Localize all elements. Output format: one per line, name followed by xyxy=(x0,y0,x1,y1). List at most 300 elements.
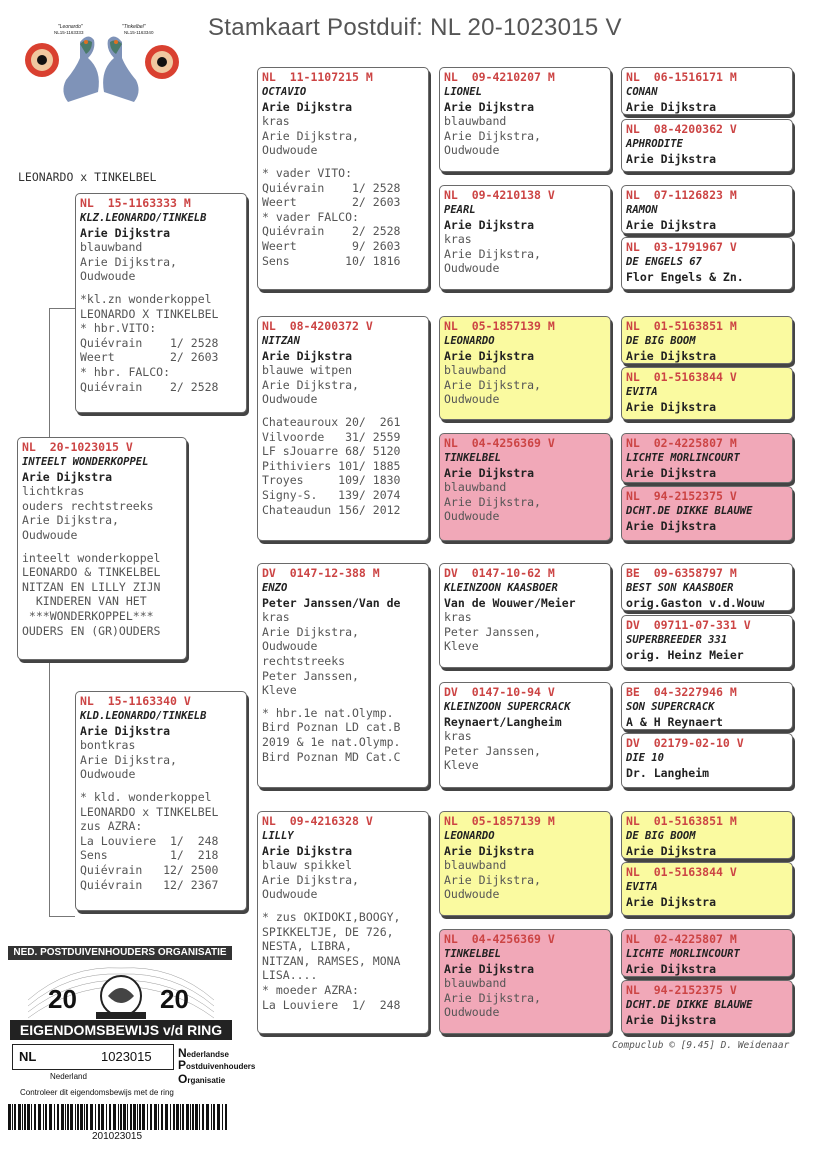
pigeon-detail: * kld. wonderkoppel xyxy=(80,789,212,804)
ring-number: NL 09-4210138 V xyxy=(444,188,555,202)
pigeon-detail: * vader FALCO: xyxy=(262,209,359,224)
ring-number: NL 04-4256369 V xyxy=(444,436,555,450)
barcode-bar xyxy=(12,1104,13,1130)
pigeon-detail: LEONARDO & TINKELBEL xyxy=(22,565,161,580)
spacer xyxy=(262,407,424,415)
spacer xyxy=(262,158,424,166)
pigeon-detail: Arie Dijkstra, xyxy=(444,128,541,143)
pigeon-detail: inteelt wonderkoppel xyxy=(22,550,161,565)
pigeon-detail: Oudwoude xyxy=(22,527,78,542)
barcode-text: 201023015 xyxy=(92,1131,143,1142)
pigeon-detail: blauwband xyxy=(444,976,507,991)
barcode-bar xyxy=(84,1104,85,1130)
pigeon-owner: Arie Dijkstra xyxy=(444,99,535,114)
barcode-bar xyxy=(54,1104,55,1130)
pigeon-name: TINKELBEL xyxy=(444,452,501,464)
barcode-bar xyxy=(14,1104,16,1130)
barcode-bar xyxy=(186,1104,189,1130)
right-eye-icon xyxy=(145,45,179,79)
barcode-bar xyxy=(139,1104,141,1130)
barcode-bar xyxy=(65,1104,66,1130)
barcode-bar xyxy=(113,1104,116,1130)
pigeon-card-ffm[interactable] xyxy=(439,185,611,290)
pigeon-detail: Troyes 109/ 1830 xyxy=(262,473,401,488)
pigeon-detail: Weert 9/ 2603 xyxy=(262,238,401,253)
pigeon-card-mmm[interactable] xyxy=(439,929,611,1034)
pigeon-name: BEST SON KAASBOER xyxy=(626,582,734,594)
ring-number: NL 03-1791967 V xyxy=(626,240,737,254)
pigeon-owner: Arie Dijkstra xyxy=(626,348,717,363)
pigeon-name: KLEINZOON KAASBOER xyxy=(444,582,558,594)
spacer xyxy=(22,543,182,551)
ring-number: NL 02-4225807 M xyxy=(626,932,737,946)
pigeon-card-fm[interactable] xyxy=(257,316,429,541)
pigeon-detail: Quiévrain 2/ 2528 xyxy=(262,224,401,239)
pigeon-detail: Oudwoude xyxy=(262,887,318,902)
pigeon-detail: blauwband xyxy=(444,480,507,495)
pigeon-detail: blauwband xyxy=(444,363,507,378)
cert-note: Controleer dit eigendomsbewijs met de ring xyxy=(20,1088,174,1097)
pigeon-card-g11[interactable] xyxy=(621,682,793,730)
ring-number: DV 09711-07-331 V xyxy=(626,618,751,632)
pigeon-detail: Peter Janssen, xyxy=(262,668,359,683)
pigeon-owner: A & H Reynaert xyxy=(626,714,723,729)
barcode-bar xyxy=(211,1104,212,1130)
pigeon-name: OCTAVIO xyxy=(262,86,307,98)
barcode-bar xyxy=(182,1104,184,1130)
pigeon-detail: * moeder AZRA: xyxy=(262,982,359,997)
pigeon-owner: Arie Dijkstra xyxy=(626,217,717,232)
barcode-bar xyxy=(120,1104,122,1130)
pigeon-card-mfm[interactable] xyxy=(439,682,611,788)
pigeon-detail: Signy-S. 139/ 2074 xyxy=(262,487,401,502)
pigeon-detail: rechtstreeks xyxy=(262,653,346,668)
pigeon-detail: LF sJouarre 68/ 5120 xyxy=(262,444,401,459)
barcode-bar xyxy=(213,1104,215,1130)
pigeon-card-g10[interactable] xyxy=(621,615,793,668)
pigeon-detail: Oudwoude xyxy=(262,143,318,158)
pigeon-owner: Reynaert/Langheim xyxy=(444,714,562,729)
spacer xyxy=(262,698,424,706)
pigeon-name: KLEINZOON SUPERCRACK xyxy=(444,701,571,713)
page-title: Stamkaart Postduif: NL 20-1023015 V xyxy=(208,14,622,41)
pigeon-card-g2[interactable] xyxy=(621,119,793,172)
pigeon-name: LICHTE MORLINCOURT xyxy=(626,452,740,464)
pigeon-detail: Arie Dijkstra, xyxy=(262,377,359,392)
pigeon-detail: * zus OKIDOKI,BOOGY, xyxy=(262,909,401,924)
pigeon-owner: Arie Dijkstra xyxy=(626,961,717,976)
barcode-bar xyxy=(8,1104,11,1130)
pigeon-owner: Arie Dijkstra xyxy=(262,99,353,114)
barcode-bar xyxy=(142,1104,145,1130)
pigeon-detail: Oudwoude xyxy=(80,269,136,284)
svg-text:NL15-1163333: NL15-1163333 xyxy=(54,30,84,35)
ring-number: DV 0147-10-62 M xyxy=(444,566,555,580)
pigeon-name: LILLY xyxy=(262,830,294,842)
pigeon-detail: Arie Dijkstra, xyxy=(444,990,541,1005)
pigeon-owner: Arie Dijkstra xyxy=(22,469,113,484)
pigeon-card-g3[interactable] xyxy=(621,185,793,234)
barcode-bar xyxy=(123,1104,126,1130)
ring-number: NL 15-1163333 M xyxy=(80,196,191,210)
pigeon-name: CONAN xyxy=(626,86,658,98)
ring-number: NL 11-1107215 M xyxy=(262,70,373,84)
barcode-bar xyxy=(176,1104,179,1130)
barcode-bar xyxy=(199,1104,200,1130)
pigeon-name: DIE 10 xyxy=(626,752,664,764)
pigeon-owner: Arie Dijkstra xyxy=(80,723,171,738)
cert-org-3: Organisatie xyxy=(178,1072,226,1086)
barcode-bar xyxy=(27,1104,30,1130)
left-eye-icon xyxy=(25,43,59,77)
pigeon-card-mm[interactable] xyxy=(257,811,429,1034)
pigeon-detail: Sens 10/ 1816 xyxy=(262,253,401,268)
pigeon-detail: Bird Poznan LD cat.B xyxy=(262,720,401,735)
barcode-bar xyxy=(137,1104,138,1130)
pigeon-detail: Kleve xyxy=(444,639,479,654)
pigeon-detail: Arie Dijkstra, xyxy=(444,494,541,509)
barcode-bar xyxy=(98,1104,100,1130)
pigeon-name: NITZAN xyxy=(262,335,300,347)
pigeon-detail: kras xyxy=(444,729,472,744)
pigeon-card-g12[interactable] xyxy=(621,733,793,788)
pigeon-owner: Arie Dijkstra xyxy=(80,225,171,240)
ring-number: DV 02179-02-10 V xyxy=(626,736,744,750)
pigeon-detail: Chateauroux 20/ 261 xyxy=(262,414,401,429)
pigeon-detail: Quiévrain 1/ 2528 xyxy=(80,335,219,350)
pigeon-name: EVITA xyxy=(626,881,658,893)
pigeon-detail: Arie Dijkstra, xyxy=(444,872,541,887)
pigeon-detail: NESTA, LIBRA, xyxy=(262,939,353,954)
barcode-bar xyxy=(45,1104,47,1130)
pigeon-detail: Oudwoude xyxy=(80,767,136,782)
barcode-bar xyxy=(24,1104,26,1130)
ring-number: NL 01-5163851 M xyxy=(626,814,737,828)
cert-org: NED. POSTDUIVENHOUDERS ORGANISATIE xyxy=(8,946,232,960)
barcode-bar xyxy=(217,1104,220,1130)
cert-year-left: 20 xyxy=(48,984,77,1014)
barcode-bar xyxy=(158,1104,159,1130)
pigeon-card-g8[interactable] xyxy=(621,486,793,541)
pigeon-name: RAMON xyxy=(626,204,658,216)
pigeon-owner: orig.Gaston v.d.Wouw xyxy=(626,595,765,610)
pigeon-name: DCHT.DE DIKKE BLAUWE xyxy=(626,505,753,517)
pigeon-detail: Oudwoude xyxy=(444,143,500,158)
pigeon-name: INTEELT WONDERKOPPEL xyxy=(22,456,149,468)
cert-banner: EIGENDOMSBEWIJS v/d RING xyxy=(10,1020,232,1040)
pigeon-owner: Arie Dijkstra xyxy=(444,465,535,480)
pigeon-owner: Arie Dijkstra xyxy=(444,961,535,976)
pigeon-owner: Arie Dijkstra xyxy=(626,518,717,533)
pigeon-owner: Van de Wouwer/Meier xyxy=(444,595,576,610)
barcode-bar xyxy=(95,1104,96,1130)
cert-country: NL xyxy=(19,1049,37,1064)
ring-number: DV 0147-10-94 V xyxy=(444,685,555,699)
cert-ring: 1023015 xyxy=(101,1049,152,1064)
ring-number: NL 20-1023015 V xyxy=(22,440,133,454)
pigeon-card-g6[interactable] xyxy=(621,367,793,420)
pigeon-detail: Oudwoude xyxy=(262,392,318,407)
pigeon-detail: Quiévrain 12/ 2500 xyxy=(80,862,219,877)
pigeon-card-fmf[interactable] xyxy=(439,316,611,420)
pigeon-detail: Arie Dijkstra, xyxy=(262,128,359,143)
pigeon-owner: Arie Dijkstra xyxy=(262,348,353,363)
pigeon-owner: Arie Dijkstra xyxy=(626,99,717,114)
cert-emblem-icon xyxy=(8,960,234,1024)
pigeon-name: PEARL xyxy=(444,204,476,216)
pigeon-name: ENZO xyxy=(262,582,288,594)
pigeon-detail: blauwband xyxy=(444,858,507,873)
pigeon-card-g7[interactable] xyxy=(621,433,793,483)
pigeon-detail: blauw spikkel xyxy=(262,858,353,873)
pigeon-detail: Arie Dijkstra, xyxy=(444,246,541,261)
pigeon-detail: OUDERS EN (GR)OUDERS xyxy=(22,623,161,638)
pigeon-detail: Oudwoude xyxy=(444,1005,500,1020)
cert-year-right: 20 xyxy=(160,984,189,1014)
barcode-bar xyxy=(170,1104,171,1130)
ring-number: NL 06-1516171 M xyxy=(626,70,737,84)
cross-label: LEONARDO x TINKELBEL xyxy=(18,170,157,184)
pigeon-owner: Peter Janssen/Van de xyxy=(262,595,401,610)
pigeon-detail: Arie Dijkstra, xyxy=(262,872,359,887)
pigeon-detail: 2019 & 1e nat.Olymp. xyxy=(262,734,401,749)
pigeon-card-mmf[interactable] xyxy=(439,811,611,916)
barcode-bar xyxy=(127,1104,128,1130)
barcode-bar xyxy=(130,1104,132,1130)
pigeon-card-ff[interactable] xyxy=(257,67,429,290)
pigeon-detail: bontkras xyxy=(80,738,136,753)
pigeon-owner: orig. Heinz Meier xyxy=(626,647,744,662)
barcode-bar xyxy=(190,1104,191,1130)
pigeon-owner: Dr. Langheim xyxy=(626,765,710,780)
barcode-bar xyxy=(195,1104,198,1130)
pigeon-detail: Pithiviers 101/ 1885 xyxy=(262,458,401,473)
pigeon-card-g16[interactable] xyxy=(621,980,793,1034)
barcode-bar xyxy=(22,1104,23,1130)
cert-org-1: Nederlandse xyxy=(178,1046,229,1060)
barcode-bar xyxy=(173,1104,175,1130)
barcode-icon xyxy=(6,1104,230,1130)
pigeon-card-g13[interactable] xyxy=(621,811,793,859)
ring-number: NL 05-1857139 M xyxy=(444,814,555,828)
pigeon-detail: ***WONDERKOPPEL*** xyxy=(22,608,154,623)
barcode-bar xyxy=(161,1104,163,1130)
pigeon-card-fff[interactable] xyxy=(439,67,611,172)
ring-number: NL 02-4225807 M xyxy=(626,436,737,450)
svg-text:"Leonardo": "Leonardo" xyxy=(58,24,83,30)
footer-credit: Compuclub © [9.45] D. Weidenaar xyxy=(612,1040,790,1051)
pigeon-name: LEONARDO xyxy=(444,830,495,842)
ring-number: BE 09-6358797 M xyxy=(626,566,737,580)
ring-number: NL 01-5163851 M xyxy=(626,319,737,333)
pigeon-detail: Oudwoude xyxy=(262,639,318,654)
pigeon-detail: Oudwoude xyxy=(444,887,500,902)
pigeon-card-g15[interactable] xyxy=(621,929,793,977)
pigeon-detail: Kleve xyxy=(444,758,479,773)
barcode-bar xyxy=(150,1104,152,1130)
barcode-bar xyxy=(77,1104,79,1130)
pigeon-card-mff[interactable] xyxy=(439,563,611,668)
pigeon-name: SUPERBREEDER 331 xyxy=(626,634,728,646)
barcode-bar xyxy=(165,1104,168,1130)
pigeon-detail: Arie Dijkstra, xyxy=(80,752,177,767)
barcode-bar xyxy=(118,1104,119,1130)
pigeon-owner: Arie Dijkstra xyxy=(626,151,717,166)
right-pigeon-icon xyxy=(103,36,138,102)
pigeon-name: DE BIG BOOM xyxy=(626,830,696,842)
svg-text:NL15-1163340: NL15-1163340 xyxy=(124,30,154,35)
barcode-bar xyxy=(67,1104,69,1130)
connector xyxy=(49,660,50,916)
ring-number: DV 0147-12-388 M xyxy=(262,566,380,580)
pigeon-detail: Arie Dijkstra, xyxy=(22,513,119,528)
barcode-bar xyxy=(49,1104,52,1130)
barcode-bar xyxy=(101,1104,104,1130)
pigeon-detail: *kl.zn wonderkoppel xyxy=(80,291,212,306)
pigeon-card-main[interactable] xyxy=(17,437,187,660)
pigeon-card-g1[interactable] xyxy=(621,67,793,115)
pigeon-card-mf[interactable] xyxy=(257,563,429,788)
barcode-bar xyxy=(43,1104,44,1130)
barcode-bar xyxy=(31,1104,32,1130)
pigeon-owner: Arie Dijkstra xyxy=(626,843,717,858)
ring-number: NL 01-5163844 V xyxy=(626,865,737,879)
pigeon-detail: kras xyxy=(444,232,472,247)
svg-text:"Tinkelbel": "Tinkelbel" xyxy=(122,24,146,30)
pigeon-detail: kras xyxy=(262,114,290,129)
pigeon-card-mother[interactable] xyxy=(75,691,247,911)
pigeon-name: SON SUPERCRACK xyxy=(626,701,715,713)
barcode-bar xyxy=(80,1104,83,1130)
ring-number: NL 01-5163844 V xyxy=(626,370,737,384)
pigeon-detail: Arie Dijkstra, xyxy=(444,377,541,392)
left-pigeon-icon xyxy=(63,36,98,102)
pigeon-name: KLZ.LEONARDO/TINKELB xyxy=(80,212,207,224)
pigeon-detail: Oudwoude xyxy=(444,509,500,524)
ring-number: NL 08-4200372 V xyxy=(262,319,373,333)
barcode-bar xyxy=(180,1104,181,1130)
barcode-bar xyxy=(61,1104,64,1130)
pigeon-name: APHRODITE xyxy=(626,138,683,150)
pigeon-detail: ouders rechtstreeks xyxy=(22,498,154,513)
pigeon-owner: Flor Engels & Zn. xyxy=(626,269,744,284)
pigeon-card-g5[interactable] xyxy=(621,316,793,364)
barcode-bar xyxy=(222,1104,223,1130)
barcode-bar xyxy=(38,1104,41,1130)
pigeon-detail: Chateaudun 156/ 2012 xyxy=(262,502,401,517)
pigeon-detail: * vader VITO: xyxy=(262,165,353,180)
pigeon-detail: * hbr.VITO: xyxy=(80,321,157,336)
barcode-bar xyxy=(133,1104,136,1130)
pigeon-detail: LEONARDO x TINKELBEL xyxy=(80,804,219,819)
pigeon-detail: Weert 2/ 2603 xyxy=(80,350,219,365)
spacer xyxy=(262,902,424,910)
pigeon-card-g9[interactable] xyxy=(621,563,793,611)
pigeon-detail: zus AZRA: xyxy=(80,819,143,834)
pigeon-detail: Quiévrain 2/ 2528 xyxy=(80,379,219,394)
pigeon-owner: Arie Dijkstra xyxy=(262,843,353,858)
barcode-bar xyxy=(34,1104,36,1130)
pigeon-detail: kras xyxy=(444,610,472,625)
pigeon-owner: Arie Dijkstra xyxy=(626,894,717,909)
spacer xyxy=(80,284,242,292)
ring-number: BE 04-3227946 M xyxy=(626,685,737,699)
barcode-bar xyxy=(75,1104,76,1130)
pigeon-detail: La Louviere 1/ 248 xyxy=(80,833,219,848)
barcode-bar xyxy=(86,1104,88,1130)
pigeon-owner: Arie Dijkstra xyxy=(444,217,535,232)
pigeon-detail: Arie Dijkstra, xyxy=(80,254,177,269)
connector xyxy=(49,308,50,438)
barcode-bar xyxy=(57,1104,59,1130)
pigeon-detail: Weert 2/ 2603 xyxy=(262,195,401,210)
pigeon-card-fmm[interactable] xyxy=(439,433,611,541)
pigeon-owner: Arie Dijkstra xyxy=(444,348,535,363)
pigeon-detail: Bird Poznan MD Cat.C xyxy=(262,749,401,764)
pigeon-detail: lichtkras xyxy=(22,484,85,499)
pigeon-detail: * hbr.1e nat.Olymp. xyxy=(262,705,394,720)
ring-number: NL 94-2152375 V xyxy=(626,983,737,997)
ring-number: NL 09-4216328 V xyxy=(262,814,373,828)
pigeon-detail: Kleve xyxy=(262,683,297,698)
pigeon-detail: LEONARDO X TINKELBEL xyxy=(80,306,219,321)
pigeon-owner: Arie Dijkstra xyxy=(626,399,717,414)
ring-number: NL 94-2152375 V xyxy=(626,489,737,503)
pigeon-detail: Quiévrain 1/ 2528 xyxy=(262,180,401,195)
barcode-bar xyxy=(206,1104,209,1130)
pigeon-name: DE ENGELS 67 xyxy=(626,256,702,268)
pigeon-detail: NITZAN EN LILLY ZIJN xyxy=(22,579,161,594)
connector xyxy=(49,916,75,917)
pigeon-name: TINKELBEL xyxy=(444,948,501,960)
connector xyxy=(49,308,75,309)
pigeon-name: LEONARDO xyxy=(444,335,495,347)
pigeon-detail: blauwe witpen xyxy=(262,363,353,378)
ring-number: NL 04-4256369 V xyxy=(444,932,555,946)
barcode-bar xyxy=(106,1104,107,1130)
pigeon-detail: La Louviere 1/ 248 xyxy=(262,997,401,1012)
pigeon-detail: Peter Janssen, xyxy=(444,624,541,639)
pigeon-owner: Arie Dijkstra xyxy=(626,465,717,480)
pigeon-detail: blauwband xyxy=(80,240,143,255)
pigeon-detail: Oudwoude xyxy=(444,392,500,407)
barcode-bar xyxy=(147,1104,148,1130)
pigeon-card-father[interactable] xyxy=(75,193,247,413)
pigeon-detail: Oudwoude xyxy=(444,261,500,276)
pigeon-owner: Arie Dijkstra xyxy=(444,843,535,858)
barcode-bar xyxy=(192,1104,194,1130)
pigeon-name: EVITA xyxy=(626,386,658,398)
pigeon-card-g4[interactable] xyxy=(621,237,793,290)
cert-country-name: Nederland xyxy=(50,1072,87,1081)
pigeon-detail: kras xyxy=(262,610,290,625)
cert-ring-box xyxy=(12,1044,174,1070)
pigeon-detail: Quiévrain 12/ 2367 xyxy=(80,877,219,892)
pigeon-detail: Arie Dijkstra, xyxy=(262,624,359,639)
pigeon-detail: Sens 1/ 218 xyxy=(80,848,219,863)
barcode-bar xyxy=(202,1104,204,1130)
ring-number: NL 08-4200362 V xyxy=(626,122,737,136)
pigeon-name: LIONEL xyxy=(444,86,482,98)
barcode-bar xyxy=(154,1104,157,1130)
pigeon-detail: NITZAN, RAMSES, MONA xyxy=(262,953,401,968)
pigeon-card-g14[interactable] xyxy=(621,862,793,916)
pigeon-detail: Vilvoorde 31/ 2559 xyxy=(262,429,401,444)
barcode-bar xyxy=(109,1104,111,1130)
ring-number: NL 07-1126823 M xyxy=(626,188,737,202)
ring-number: NL 05-1857139 M xyxy=(444,319,555,333)
barcode-bar xyxy=(225,1104,227,1130)
